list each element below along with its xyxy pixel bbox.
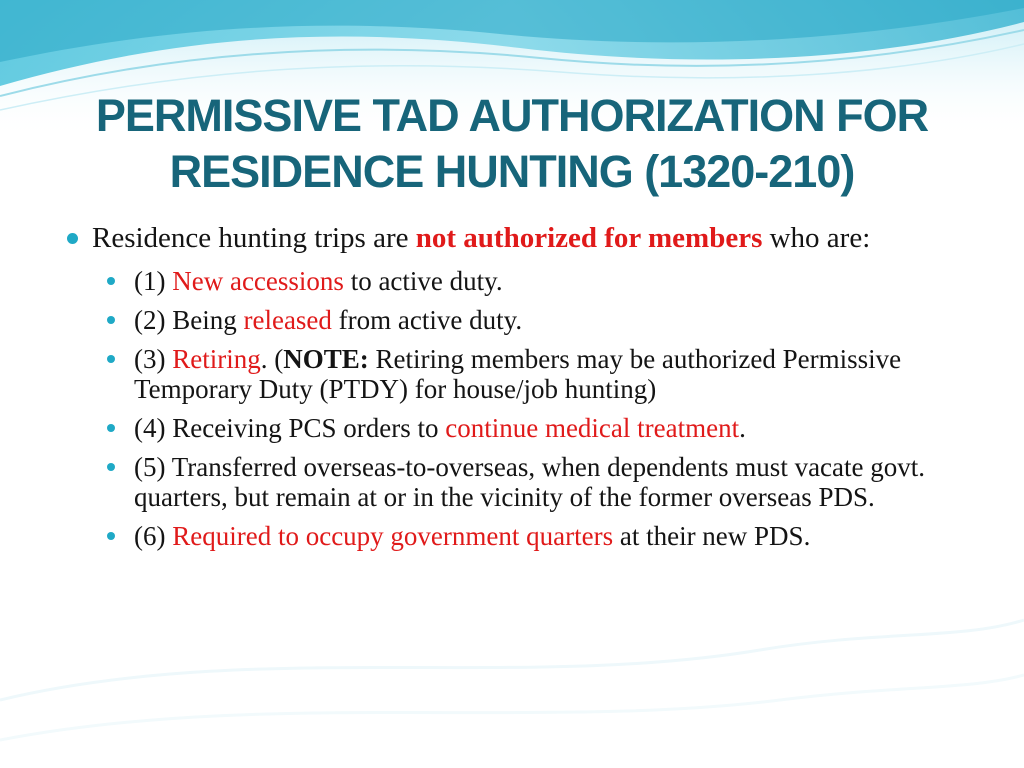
sub-bullet-text: (3) <box>134 344 173 374</box>
note-label: NOTE: <box>283 344 369 374</box>
bullet-dot-icon <box>67 233 78 244</box>
slide-body <box>62 222 982 560</box>
sub-bullet-list <box>62 266 982 551</box>
sub-bullet-4 <box>102 413 982 443</box>
main-bullet-text: Residence hunting trips are <box>92 222 416 254</box>
bullet-dot-icon <box>107 463 115 471</box>
bullet-dot-icon <box>107 424 115 432</box>
sub-bullet-2 <box>102 305 982 335</box>
bullet-dot-icon <box>107 277 115 285</box>
sub-bullet-text: (6) <box>134 521 173 551</box>
sub-bullet-emphasis: continue medical treatment <box>445 413 740 443</box>
sub-bullet-text: (2) Being <box>134 305 244 335</box>
sub-bullet-1 <box>102 266 982 296</box>
main-bullet-text-after: who are: <box>762 222 871 254</box>
sub-bullet-text: . <box>739 413 746 443</box>
sub-bullet-6 <box>102 521 982 551</box>
sub-bullet-emphasis: Retiring <box>172 344 261 374</box>
sub-bullet-text: (5) Transferred overseas-to-overseas, when dependents must vacate govt. quarters, but remain at or in the vicinity of the former overseas PDS. <box>134 452 926 512</box>
slide-title-line-1: PERMISSIVE TAD AUTHORIZATION FOR <box>95 90 929 141</box>
sub-bullet-text: (1) <box>134 266 173 296</box>
main-bullet <box>62 222 982 254</box>
sub-bullet-text: at their new PDS. <box>613 521 811 551</box>
sub-bullet-emphasis: New accessions <box>172 266 344 296</box>
sub-bullet-text: Retiring members may be authorized Permissive Temporary Duty (PTDY) for house/job hunting) <box>134 344 902 404</box>
slide-title <box>40 88 984 200</box>
sub-bullet-text: . ( <box>260 344 284 374</box>
slide-title-line-2: RESIDENCE HUNTING (1320-210) <box>169 146 855 197</box>
sub-bullet-emphasis: Required to occupy government quarters <box>172 521 614 551</box>
bullet-dot-icon <box>107 355 115 363</box>
sub-bullet-text: from active duty. <box>331 305 523 335</box>
bullet-dot-icon <box>107 532 115 540</box>
sub-bullet-3 <box>102 344 982 404</box>
sub-bullet-text: to active duty. <box>343 266 503 296</box>
sub-bullet-5 <box>102 452 982 512</box>
main-bullet-emphasis: not authorized for members <box>415 222 763 254</box>
bullet-dot-icon <box>107 316 115 324</box>
sub-bullet-text: (4) Receiving PCS orders to <box>134 413 446 443</box>
sub-bullet-emphasis: released <box>243 305 332 335</box>
